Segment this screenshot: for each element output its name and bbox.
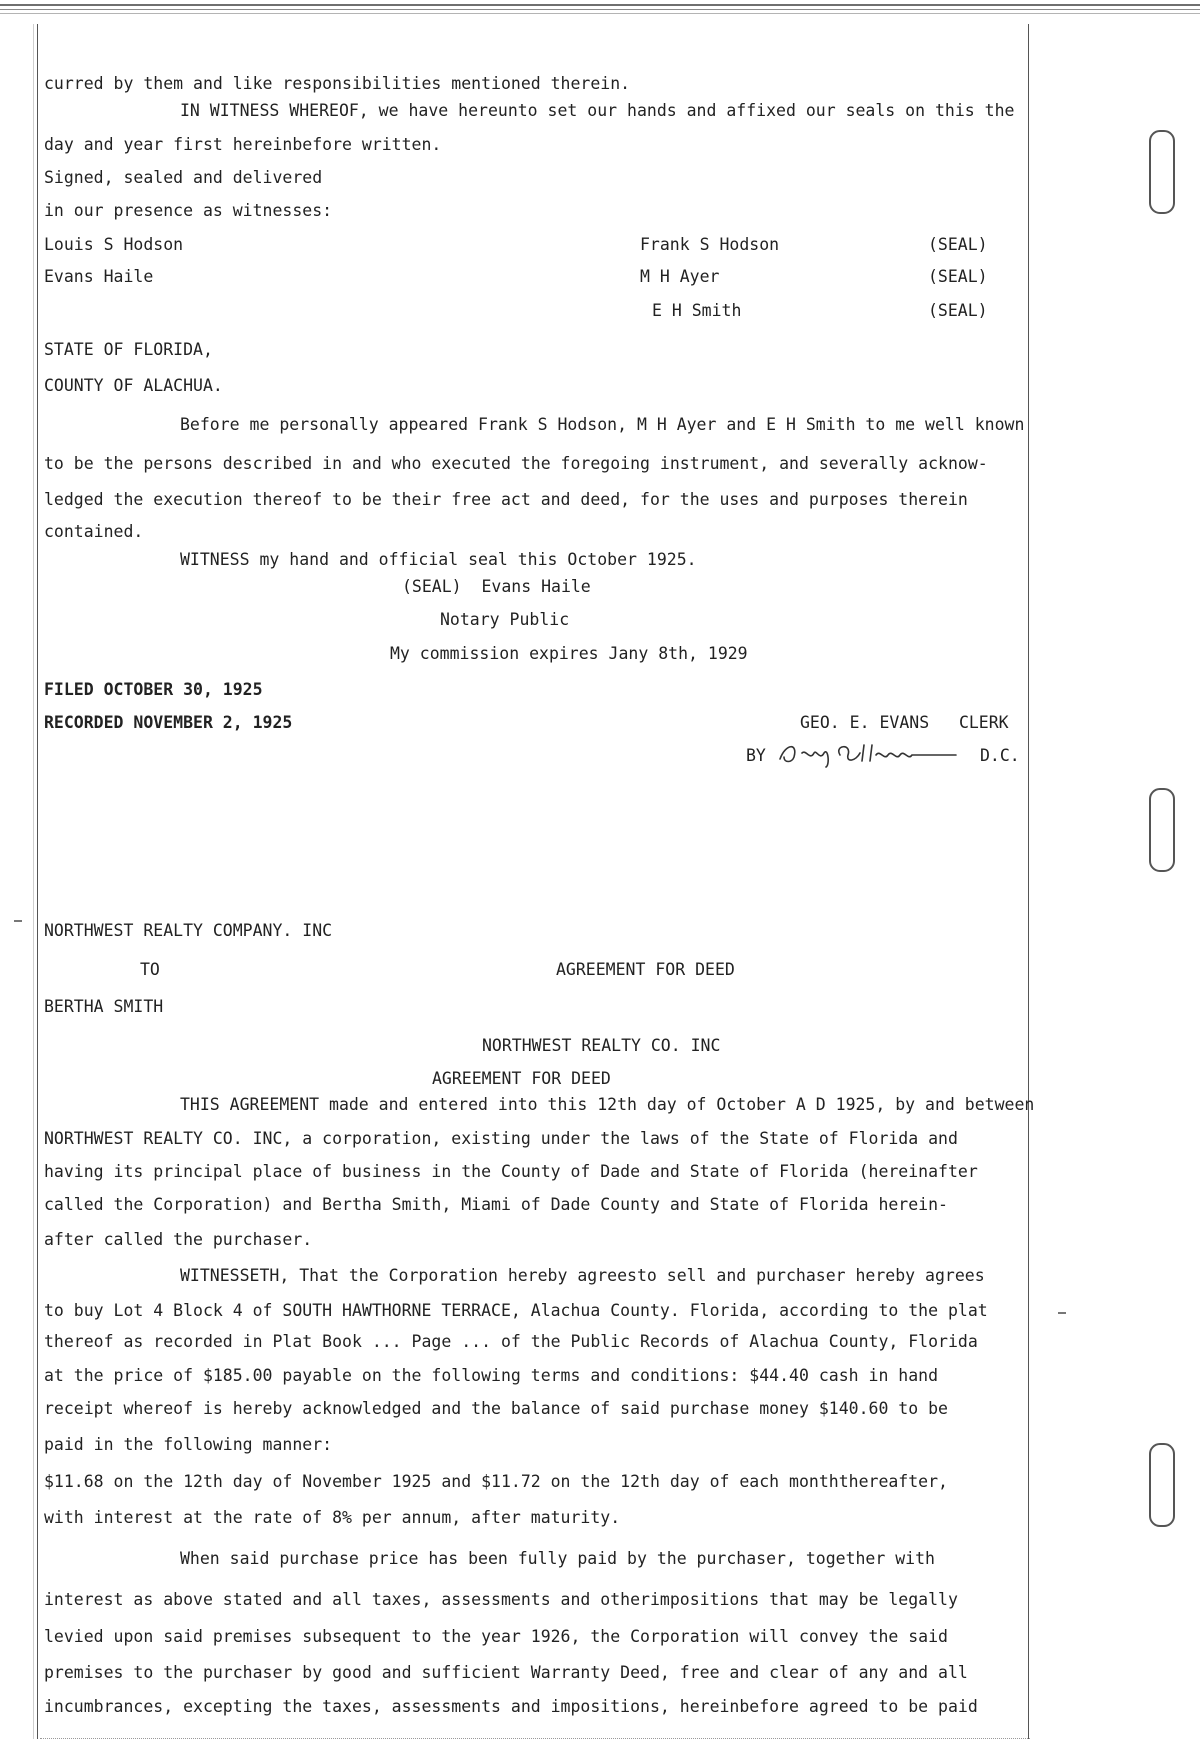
signer-name: M H Ayer — [640, 267, 720, 286]
text-line: thereof as recorded in Plat Book ... Page ... of the Public Records of Alachua County, Florida — [44, 1332, 978, 1351]
text-line: curred by them and like responsibilities mentioned therein. — [44, 74, 631, 93]
document-type: AGREEMENT FOR DEED — [556, 960, 735, 979]
text-line: having its principal place of business in the County of Dade and State of Florida (hereinafter — [44, 1162, 978, 1181]
margin-mark — [1058, 1312, 1066, 1314]
text-line: with interest at the rate of 8% per annum, after maturity. — [44, 1508, 621, 1527]
text-line: incumbrances, excepting the taxes, assessments and impositions, hereinbefore agreed to be paid — [44, 1697, 978, 1716]
text-line: $11.68 on the 12th day of November 1925 and $11.72 on the 12th day of each monththereafter, — [44, 1472, 948, 1491]
text-line: at the price of $185.00 payable on the following terms and conditions: $44.40 cash in hand — [44, 1366, 939, 1385]
text-line: IN WITNESS WHEREOF, we have hereunto set our hands and affixed our seals on this the — [180, 101, 1015, 120]
grantee-heading: BERTHA SMITH — [44, 997, 164, 1016]
clerk-signature — [776, 739, 996, 769]
text-line: NORTHWEST REALTY CO. INC, a corporation, existing under the laws of the State of Florida and — [44, 1129, 958, 1148]
text-line: When said purchase price has been fully paid by the purchaser, together with — [180, 1549, 935, 1568]
left-margin-rule — [37, 24, 38, 1739]
witness-name: Louis S Hodson — [44, 235, 184, 254]
venue-state: STATE OF FLORIDA, — [44, 340, 213, 359]
binder-hole-icon — [1149, 130, 1175, 214]
text-line: interest as above stated and all taxes, assessments and otherimpositions that may be legally — [44, 1590, 958, 1609]
to-label: TO — [140, 960, 160, 979]
notary-seal: (SEAL) Evans Haile — [402, 577, 591, 596]
page-top-border-inner — [0, 9, 1200, 10]
text-line: paid in the following manner: — [44, 1435, 333, 1454]
seal-label: (SEAL) — [928, 267, 988, 286]
text-line: Before me personally appeared Frank S Hodson, M H Ayer and E H Smith to me well known — [180, 415, 1025, 434]
page-top-border — [0, 4, 1200, 6]
witness-name: Evans Haile — [44, 267, 154, 286]
filed-date: FILED OCTOBER 30, 1925 — [44, 680, 263, 699]
seal-label: (SEAL) — [928, 301, 988, 320]
binder-hole-icon — [1149, 788, 1175, 872]
text-line: after called the purchaser. — [44, 1230, 313, 1249]
grantor-heading: NORTHWEST REALTY COMPANY. INC — [44, 921, 333, 940]
clerk-name: GEO. E. EVANS CLERK — [800, 713, 1009, 732]
text-line: to be the persons described in and who executed the foregoing instrument, and severally acknow- — [44, 454, 988, 473]
notary-commission: My commission expires Jany 8th, 1929 — [390, 644, 748, 663]
margin-mark — [14, 920, 22, 922]
binder-hole-icon — [1149, 1443, 1175, 1527]
right-margin-rule — [1028, 24, 1029, 1739]
text-line: ledged the execution thereof to be their free act and deed, for the uses and purposes therein — [44, 490, 968, 509]
signer-name: E H Smith — [652, 301, 742, 320]
left-margin-faint — [33, 24, 34, 1739]
page-bottom-edge — [40, 1738, 1030, 1739]
text-line: receipt whereof is hereby acknowledged and the balance of said purchase money $140.60 to be — [44, 1399, 948, 1418]
text-line: premises to the purchaser by good and sufficient Warranty Deed, free and clear of any and all — [44, 1663, 968, 1682]
seal-label: (SEAL) — [928, 235, 988, 254]
recorded-date: RECORDED NOVEMBER 2, 1925 — [44, 713, 293, 732]
text-line: WITNESS my hand and official seal this October 1925. — [180, 550, 697, 569]
text-line: called the Corporation) and Bertha Smith, Miami of Dade County and State of Florida herein- — [44, 1195, 948, 1214]
notary-title: Notary Public — [440, 610, 570, 629]
company-title: NORTHWEST REALTY CO. INC — [482, 1036, 721, 1055]
agreement-title: AGREEMENT FOR DEED — [432, 1069, 611, 1088]
text-line: THIS AGREEMENT made and entered into this 12th day of October A D 1925, by and between — [180, 1095, 1035, 1114]
deputy-clerk-label: D.C. — [980, 746, 1020, 765]
venue-county: COUNTY OF ALACHUA. — [44, 376, 223, 395]
text-line: contained. — [44, 522, 144, 541]
text-line: Signed, sealed and delivered — [44, 168, 323, 187]
signer-name: Frank S Hodson — [640, 235, 780, 254]
text-line: day and year first hereinbefore written. — [44, 135, 442, 154]
text-line: to buy Lot 4 Block 4 of SOUTH HAWTHORNE TERRACE, Alachua County. Florida, according to the plat — [44, 1301, 988, 1320]
text-line: levied upon said premises subsequent to the year 1926, the Corporation will convey the said — [44, 1627, 948, 1646]
page-top-border-faint — [0, 13, 1200, 14]
text-line: WITNESSETH, That the Corporation hereby agreesto sell and purchaser hereby agrees — [180, 1266, 985, 1285]
by-label: BY — [746, 746, 766, 765]
text-line: in our presence as witnesses: — [44, 201, 333, 220]
